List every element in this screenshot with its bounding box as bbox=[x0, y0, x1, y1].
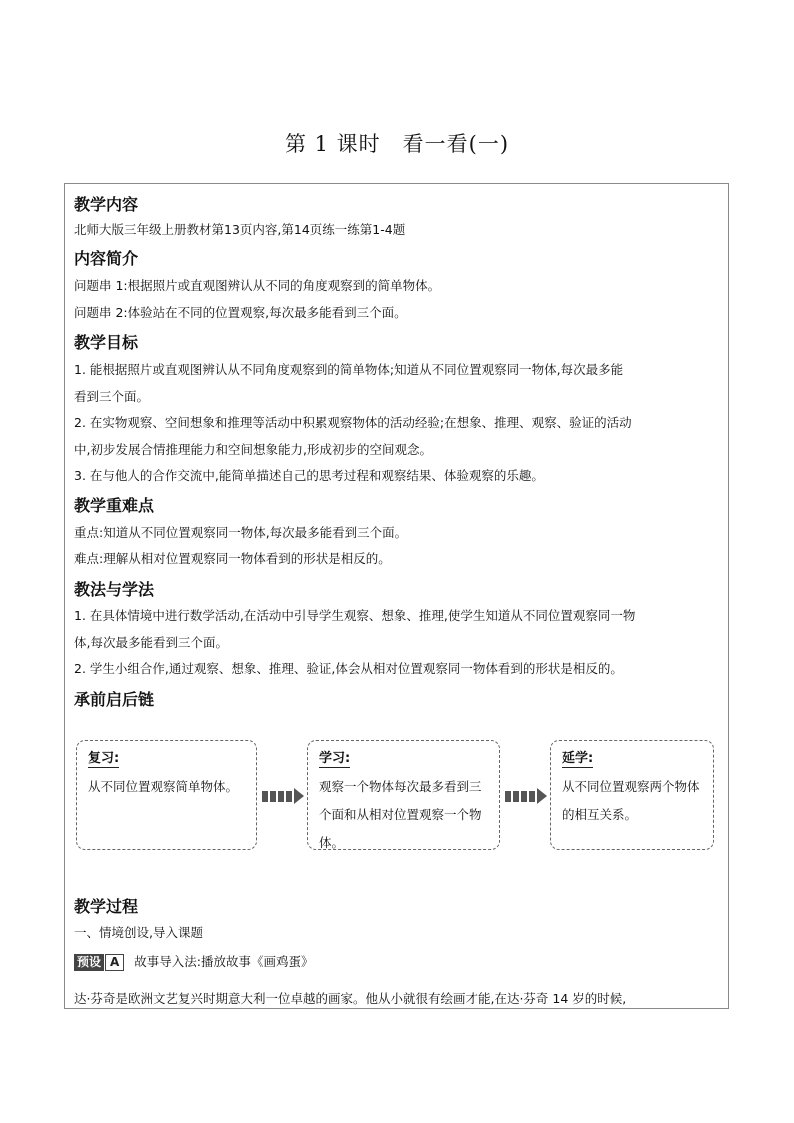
goals-line: 3. 在与他人的合作交流中,能简单描述自己的思考过程和观察结果、体验观察的乐趣。 bbox=[74, 468, 544, 483]
preset-row bbox=[74, 952, 722, 971]
arrow-right-icon bbox=[505, 788, 547, 804]
review-label: 复习: bbox=[88, 747, 119, 768]
content-heading: 教学内容 bbox=[74, 195, 139, 214]
summary-line: 问题串 2:体验站在不同的位置观察,每次最多能看到三个面。 bbox=[74, 305, 407, 320]
goals-line: 1. 能根据照片或直观图辨认从不同角度观察到的简单物体;知道从不同位置观察同一物体,每次最多能 bbox=[74, 362, 624, 377]
learn-text: 观察一个物体每次最多看到三个面和从相对位置观察一个物体。 bbox=[319, 779, 482, 850]
summary-line: 问题串 1:根据照片或直观图辨认从不同的角度观察到的简单物体。 bbox=[74, 278, 441, 293]
preset-text: 故事导入法:播放故事《画鸡蛋》 bbox=[134, 954, 314, 969]
key-points-heading: 教学重难点 bbox=[74, 496, 155, 515]
extend-text: 从不同位置观察两个物体的相互关系。 bbox=[562, 779, 700, 822]
methods-line: 2. 学生小组合作,通过观察、想象、推理、验证,体会从相对位置观察同一物体看到的形状是相反的。 bbox=[74, 661, 623, 676]
goals-line: 中,初步发展合情推理能力和空间想象能力,形成初步的空间观念。 bbox=[74, 442, 432, 457]
page-title: 第 1 课时 看一看(一) bbox=[284, 132, 510, 156]
methods-heading: 教法与学法 bbox=[74, 580, 155, 599]
goals-heading: 教学目标 bbox=[74, 333, 139, 352]
preset-letter-tag: A bbox=[105, 954, 124, 971]
content-text: 北师大版三年级上册教材第13页内容,第14页练一练第1-4题 bbox=[74, 222, 406, 237]
extend-label: 延学: bbox=[562, 747, 593, 768]
review-text: 从不同位置观察简单物体。 bbox=[88, 779, 239, 794]
summary-heading: 内容简介 bbox=[74, 249, 139, 268]
learn-box bbox=[307, 740, 500, 850]
review-box bbox=[76, 740, 257, 850]
goals-line: 看到三个面。 bbox=[74, 389, 150, 404]
arrow-right-icon bbox=[262, 788, 304, 804]
lesson-plan-table bbox=[64, 183, 729, 1009]
methods-line: 体,每次最多能看到三个面。 bbox=[74, 635, 228, 650]
methods-line: 1. 在具体情境中进行数学活动,在活动中引导学生观察、想象、推理,使学生知道从不同位置观察同一物 bbox=[74, 608, 636, 623]
preset-tag: 预设 bbox=[74, 954, 104, 971]
process-step: 一、情境创设,导入课题 bbox=[74, 925, 203, 940]
chain-heading: 承前启后链 bbox=[74, 690, 155, 709]
learn-label: 学习: bbox=[319, 747, 350, 768]
process-heading: 教学过程 bbox=[74, 897, 139, 916]
key-point-line: 难点:理解从相对位置观察同一物体看到的形状是相反的。 bbox=[74, 551, 391, 566]
story-text: 达·芬奇是欧洲文艺复兴时期意大利一位卓越的画家。他从小就很有绘画才能,在达·芬奇 14 岁的时候, bbox=[74, 991, 627, 1006]
extend-box bbox=[550, 740, 714, 850]
key-point-line: 重点:知道从不同位置观察同一物体,每次最多能看到三个面。 bbox=[74, 525, 408, 540]
goals-line: 2. 在实物观察、空间想象和推理等活动中积累观察物体的活动经验;在想象、推理、观察、验证的活动 bbox=[74, 415, 632, 430]
